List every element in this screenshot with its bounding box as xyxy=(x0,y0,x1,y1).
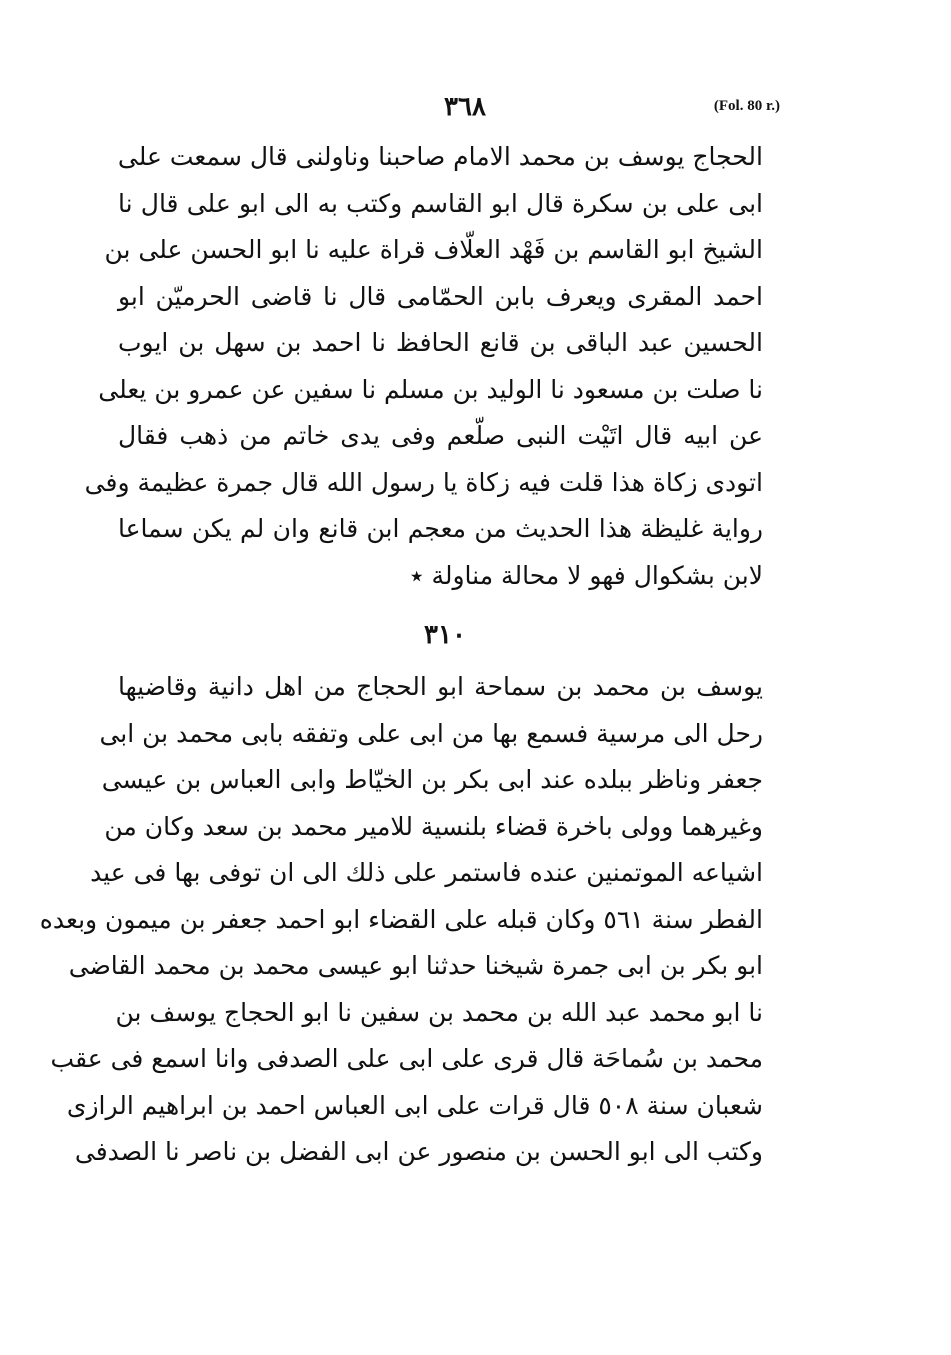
text-line: لابن بشكوال فهو لا محالة مناولة ٭ xyxy=(409,560,763,590)
text-line: رحل الى مرسية فسمع بها من ابى على وتفقه بابى محمد بن ابى xyxy=(99,718,763,748)
text-line: الحجاج يوسف بن محمد الامام صاحبنا وناولنى قال سمعت على xyxy=(117,142,763,171)
text-line: شعبان سنة ٥٠٨ قال قرات على ابى العباس احمد بن ابراهيم الرازى xyxy=(66,1090,763,1120)
text-line: نا صلت بن مسعود نا الوليد بن مسلم نا سفين عن عمرو بن يعلى xyxy=(98,374,763,404)
text-line: احمد المقرى ويعرف بابن الحمّامى قال نا قاضى الحرميّن ابو xyxy=(118,281,763,311)
text-line: يوسف بن محمد بن سماحة ابو الحجاج من اهل دانية وقاضيها xyxy=(118,672,763,701)
text-line: اشياعه الموتمنين عنده فاستمر على ذلك الى ان توفى بها فى عيد xyxy=(90,858,763,887)
text-line: الحسين عبد الباقى بن قانع الحافظ نا احمد بن سهل بن ايوب xyxy=(118,328,763,357)
text-line: وغيرهما وولى باخرة قضاء بلنسية للامير محمد بن سعد وكان من xyxy=(104,811,763,841)
page-number: ٣٦٨ xyxy=(444,92,486,122)
text-block-entry xyxy=(39,664,763,1176)
entry-number: ٣١٠ xyxy=(424,620,466,650)
text-line: الفطر سنة ٥٦١ وكان قبله على القضاء ابو احمد جعفر بن ميمون وبعده xyxy=(39,904,763,934)
text-line: جعفر وناظر ببلده عند ابى بكر بن الخيّاط وابى العباس بن عيسى xyxy=(101,765,763,794)
text-line: ابو بكر بن ابى جمرة شيخنا حدثنا ابو عيسى محمد بن محمد القاضى xyxy=(68,951,763,980)
text-line: رواية غليظة هذا الحديث من معجم ابن قانع وان لم يكن سماعا xyxy=(118,514,763,543)
text-line: ابى على بن سكرة قال ابو القاسم وكتب به الى ابو على قال نا xyxy=(118,188,763,218)
folio-reference: (Fol. 80 r.) xyxy=(713,98,780,114)
text-line: محمد بن سُماحَة قال قرى على ابى على الصدفى وانا اسمع فى عقب xyxy=(50,1044,763,1073)
text-line: نا ابو محمد عبد الله بن محمد بن سفين نا ابو الحجاج يوسف بن xyxy=(115,997,763,1027)
text-line: عن ابيه قال اتَيْت النبى صلّعم وفى يدى خاتم من ذهب فقال xyxy=(118,421,763,450)
page-header xyxy=(120,92,780,132)
text-line: اتودى زكاة هذا قلت فيه زكاة يا رسول الله قال جمرة عظيمة وفى xyxy=(84,467,763,497)
text-block-continuation xyxy=(84,134,763,599)
text-line: الشيخ ابو القاسم بن فَهْد العلّاف قراة عليه نا ابو الحسن على بن xyxy=(104,235,763,264)
text-line: وكتب الى ابو الحسن بن منصور عن ابى الفضل بن ناصر نا الصدفى xyxy=(74,1137,763,1166)
